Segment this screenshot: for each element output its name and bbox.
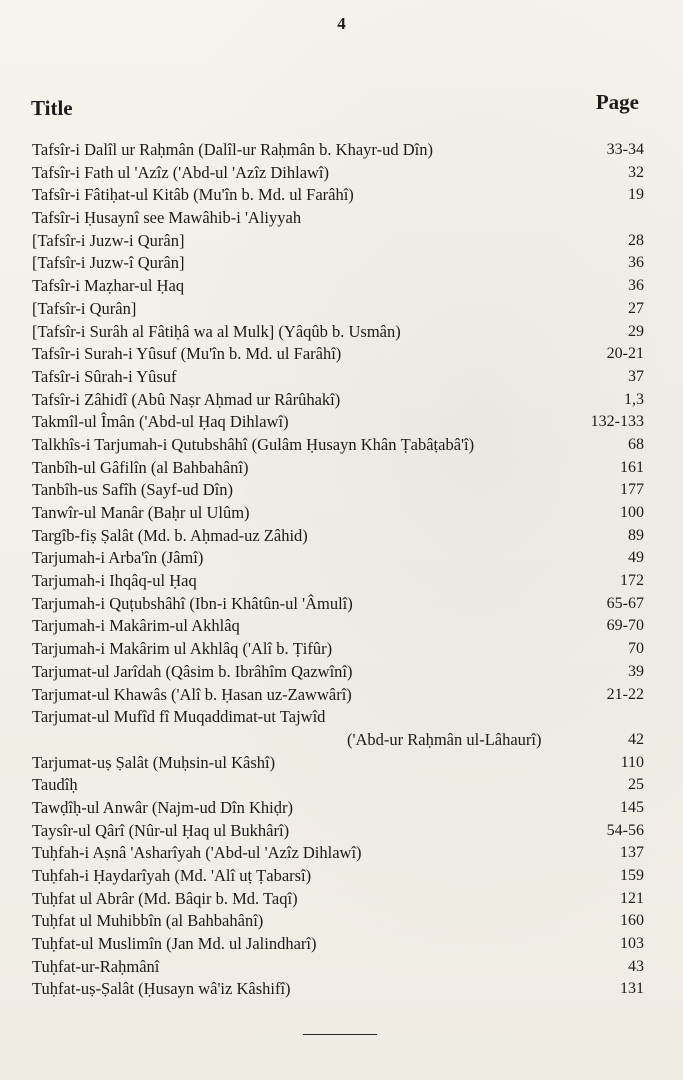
entry-title: Tuḥfat-ur-Raḥmânî: [32, 956, 160, 976]
entry-title: Taudîḥ: [32, 775, 78, 795]
index-entry: [32, 434, 644, 457]
entry-title: [Tafsîr-i Qurân]: [32, 298, 137, 318]
entry-title: Tuḥfat-ul Muslimîn (Jan Md. ul Jalindharî): [32, 934, 317, 954]
entry-title: Tuḥfat ul Muhibbîn (al Bahbahânî): [32, 911, 264, 931]
entry-page: 27: [628, 299, 644, 317]
index-entry: [32, 865, 644, 888]
index-entry: [32, 661, 644, 684]
index-entry: [32, 910, 644, 933]
index-entry: [32, 343, 644, 366]
entry-page: 36: [628, 277, 644, 295]
entry-page: 1,3: [624, 390, 644, 408]
entry-page: 161: [620, 458, 644, 476]
entry-title: Tafsîr-i Dalîl ur Raḥmân (Dalîl-ur Raḥmân b. Khayr-ud Dîn): [32, 140, 433, 159]
index-entry: [32, 207, 644, 230]
entry-title: Tanwîr-ul Manâr (Baḥr ul Ulûm): [32, 503, 250, 522]
index-entry: [32, 593, 644, 616]
entry-title: ('Abd-ur Raḥmân ul-Lâhaurî): [347, 729, 542, 749]
index-entry: [32, 752, 644, 775]
index-entry: [32, 684, 644, 707]
index-entry: [32, 298, 644, 321]
entry-title: Targîb-fiṣ Ṣalât (Md. b. Aḥmad-uz Zâhid): [32, 525, 308, 545]
entry-title: Tarjumat-uṣ Ṣalât (Muḥsin-ul Kâshî): [32, 752, 276, 772]
index-entry: [32, 956, 644, 979]
entry-page: 131: [620, 980, 644, 998]
index-entry: [32, 230, 644, 253]
entry-page: 132-133: [590, 413, 644, 431]
entry-page: 89: [628, 526, 644, 544]
entry-page: 20-21: [606, 345, 644, 363]
entry-title: Tuḥfah-i Aṣnâ 'Asharîyah ('Abd-ul 'Azîz Dihlawî): [32, 843, 362, 863]
entry-page: 49: [628, 549, 644, 567]
entry-page: 100: [620, 504, 644, 521]
index-entry-continuation: [32, 729, 644, 752]
index-entry: [32, 978, 644, 1001]
entry-title: Tarjumah-i Makârim-ul Akhlâq: [32, 616, 240, 636]
entry-title: [Tafsîr-i Surâh al Fâtiḥâ wa al Mulk] (Yâqûb b. Usmân): [32, 321, 401, 341]
index-entry: [32, 502, 644, 525]
entry-page: 110: [620, 753, 644, 771]
entry-page: 68: [628, 435, 644, 453]
index-list: [32, 139, 644, 1001]
entry-title: Tarjumat-ul Mufîd fî Muqaddimat-ut Tajwîd: [32, 707, 326, 727]
entry-page: 172: [620, 572, 644, 590]
index-entry: [32, 615, 644, 638]
index-entry: [32, 888, 644, 911]
entry-title: Tafsîr-i Surah-i Yûsuf (Mu'în b. Md. ul Farâhî): [32, 344, 342, 364]
entry-title: Tafsîr-i Fâtiḥat-ul Kitâb (Mu'în b. Md. ul Farâhî): [32, 185, 354, 205]
entry-page: 65-67: [606, 594, 644, 612]
index-entry: [32, 411, 644, 434]
index-entry: [32, 706, 644, 729]
entry-title: Tafsîr-i Ḥusaynî see Mawâhib-i 'Aliyyah: [32, 208, 302, 228]
entry-page: 43: [628, 957, 644, 975]
entry-page: 103: [620, 935, 644, 953]
index-entry: [32, 842, 644, 865]
entry-page: 121: [620, 889, 644, 907]
entry-page: 137: [620, 844, 644, 862]
entry-page: 54-56: [606, 821, 644, 839]
index-entry: [32, 252, 644, 275]
entry-title: Talkhîs-i Tarjumah-i Qutubshâhî (Gulâm Ḥusayn Khân Ṭabâṭabâ'î): [32, 434, 475, 454]
index-entry: [32, 570, 644, 593]
entry-title: Tarjumah-i Quṭubshâhî (Ibn-i Khâtûn-ul 'Âmulî): [32, 593, 353, 613]
index-entry: [32, 525, 644, 548]
index-entry: [32, 321, 644, 344]
entry-title: Tarjumat-ul Jarîdah (Qâsim b. Ibrâhîm Qazwînî): [32, 661, 353, 681]
index-entry: [32, 774, 644, 797]
entry-page: 33-34: [606, 141, 644, 158]
entry-title: Tuḥfat ul Abrâr (Md. Bâqir b. Md. Taqî): [32, 888, 298, 908]
index-entry: [32, 638, 644, 661]
index-entry: [32, 275, 644, 298]
entry-title: Tuḥfah-i Ḥaydarîyah (Md. 'Alî uṭ Ṭabarsî): [32, 866, 312, 885]
entry-title: [Tafsîr-i Juzw-i Qurân]: [32, 230, 185, 250]
entry-page: 177: [620, 481, 644, 499]
entry-page: 19: [628, 186, 644, 204]
column-header-page: Page: [595, 90, 639, 114]
entry-title: Tarjumah-i Ihqâq-ul Ḥaq: [32, 571, 197, 591]
index-entry: [32, 479, 644, 502]
page-number: 4: [337, 14, 346, 33]
entry-title: Takmîl-ul Îmân ('Abd-ul Ḥaq Dihlawî): [32, 412, 289, 432]
entry-page: 25: [628, 776, 644, 794]
entry-title: Tuḥfat-uṣ-Ṣalât (Ḥusayn wâ'iz Kâshifî): [32, 979, 291, 999]
entry-page: 145: [620, 798, 644, 816]
entry-title: Tafsîr-i Sûrah-i Yûsuf: [32, 366, 177, 386]
entry-title: Taysîr-ul Qârî (Nûr-ul Ḥaq ul Bukhârî): [32, 820, 290, 840]
footer-divider: [303, 1034, 377, 1035]
entry-title: Tarjumah-i Arba'în (Jâmî): [32, 548, 204, 568]
entry-page: 160: [620, 912, 644, 930]
entry-page: 39: [628, 662, 644, 680]
entry-page: 36: [628, 254, 644, 272]
entry-page: 29: [628, 322, 644, 340]
entry-page: 42: [628, 730, 644, 748]
column-header-title: Title: [31, 96, 73, 120]
entry-title: Tarjumah-i Makârim ul Akhlâq ('Alî b. Ṭifûr): [32, 639, 333, 659]
entry-title: Tafsîr-i Zâhidî (Abû Naṣr Aḥmad ur Rârûhakî): [32, 389, 341, 409]
index-entry: [32, 389, 644, 412]
entry-title: Tafsîr-i Maẓhar-ul Ḥaq: [32, 276, 185, 296]
index-entry: [32, 933, 644, 956]
entry-page: 28: [628, 231, 644, 249]
index-entry: [32, 366, 644, 389]
entry-title: Tawḍîḥ-ul Anwâr (Najm-ud Dîn Khiḍr): [32, 797, 293, 817]
index-entry: [32, 162, 644, 185]
entry-page: 70: [628, 640, 644, 658]
index-entry: [32, 184, 644, 207]
entry-title: Tanbîh-ul Gâfilîn (al Bahbahânî): [32, 457, 249, 477]
entry-page: 69-70: [606, 617, 644, 635]
index-entry: [32, 139, 644, 162]
entry-page: 37: [628, 367, 644, 385]
entry-title: Tafsîr-i Fath ul 'Azîz ('Abd-ul 'Azîz Dihlawî): [32, 162, 330, 182]
entry-title: Tanbîh-us Safîh (Sayf-ud Dîn): [32, 480, 233, 500]
entry-title: Tarjumat-ul Khawâs ('Alî b. Ḥasan uz-Zawwârî): [32, 684, 352, 704]
entry-title: [Tafsîr-i Juzw-î Qurân]: [32, 253, 185, 273]
index-entry: [32, 457, 644, 480]
index-entry: [32, 820, 644, 843]
entry-page: 159: [620, 867, 644, 884]
entry-page: 32: [628, 163, 644, 181]
index-entry: [32, 797, 644, 820]
entry-page: 21-22: [606, 685, 644, 703]
index-entry: [32, 547, 644, 570]
